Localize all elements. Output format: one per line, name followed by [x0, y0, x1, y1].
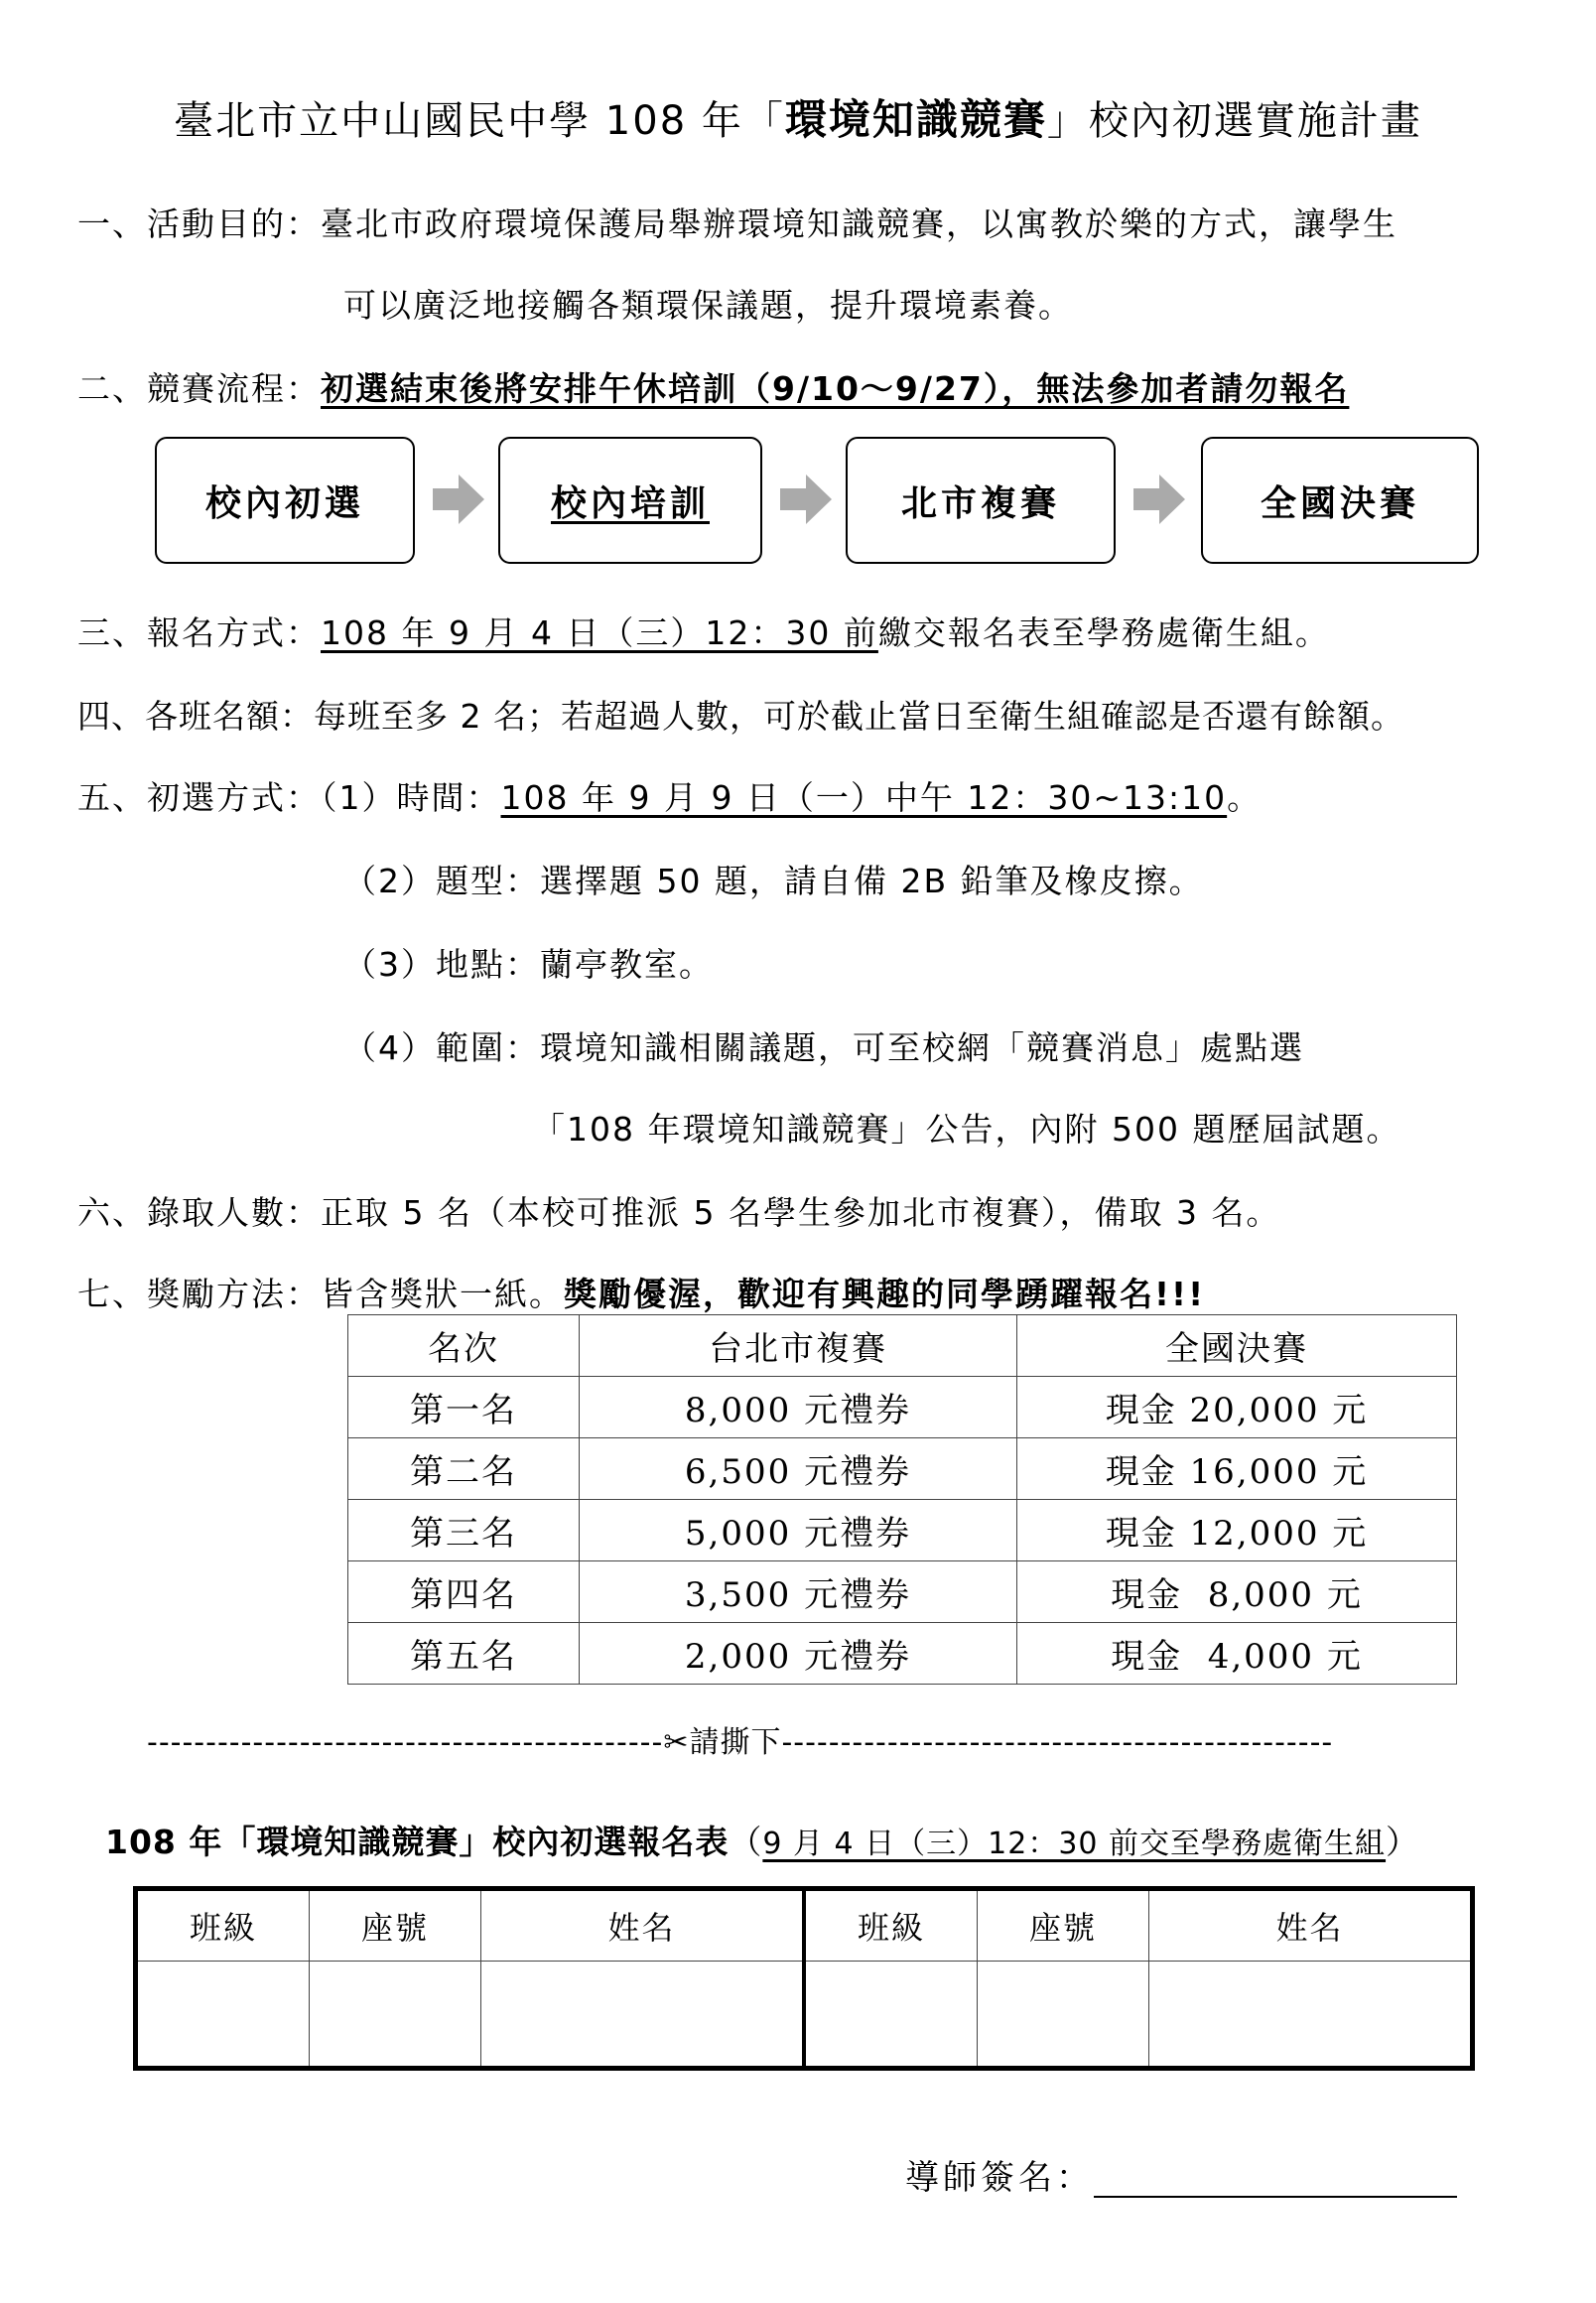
table-row — [348, 1377, 1457, 1438]
flow-step-3: 北市複賽 — [846, 437, 1116, 564]
form-entry-row — [806, 1962, 1470, 2066]
prize-city: 3,500 元禮券 — [580, 1561, 1017, 1623]
method-scope-1: （4）範圍：環境知識相關議題，可至校網「競賽消息」處點選 — [343, 1028, 1304, 1067]
method-place: （3）地點：蘭亭教室。 — [343, 945, 714, 984]
flow-step-2 — [498, 437, 762, 564]
reward-text: 皆含獎狀一紙。 — [321, 1275, 564, 1313]
process-text: 初選結束後將安排午休培訓（9/10～9/27），無法參加者請勿報名 — [321, 369, 1350, 408]
form-entry-row — [138, 1962, 802, 2066]
prize-city: 2,000 元禮券 — [580, 1623, 1017, 1685]
form-header-seat: 座號 — [978, 1891, 1149, 1961]
prize-national: 現金 4,000 元 — [1017, 1623, 1457, 1685]
arrow-right-icon — [433, 474, 484, 524]
title-prefix: 臺北市立中山國民中學 108 年「 — [174, 98, 785, 144]
class-field[interactable] — [138, 1962, 310, 2066]
form-header-class: 班級 — [138, 1891, 310, 1961]
quota-line — [77, 691, 1404, 738]
prize-national: 現金 8,000 元 — [1017, 1561, 1457, 1623]
prize-national: 現金 16,000 元 — [1017, 1438, 1457, 1500]
form-header-seat: 座號 — [310, 1891, 481, 1961]
prize-table — [347, 1314, 1457, 1685]
prize-city: 6,500 元禮券 — [580, 1438, 1017, 1500]
process-label: 二、競賽流程： — [77, 369, 321, 408]
form-left-half — [138, 1891, 802, 2066]
registration-form — [133, 1886, 1475, 2071]
reward-line — [77, 1269, 1205, 1315]
cut-line-right: ----------------------------------------------- — [781, 1725, 1334, 1760]
name-field[interactable] — [1149, 1962, 1470, 2066]
table-row — [348, 1500, 1457, 1561]
form-note-close: ） — [1386, 1823, 1420, 1861]
signature-label: 導師簽名： — [905, 2158, 1094, 2198]
scissors-icon: ✂ — [663, 1725, 690, 1760]
prize-header-national: 全國決賽 — [1017, 1315, 1457, 1377]
table-row — [348, 1623, 1457, 1685]
prize-rank: 第二名 — [348, 1438, 580, 1500]
title-suffix: 」校內初選實施計畫 — [1046, 98, 1422, 144]
purpose-text-1: 臺北市政府環境保護局舉辦環境知識競賽，以寓教於樂的方式，讓學生 — [321, 204, 1397, 243]
prize-rank: 第五名 — [348, 1623, 580, 1685]
flow-step-2-label: 校內培訓 — [550, 482, 710, 524]
form-note-open: （ — [729, 1823, 763, 1861]
flow-step-1: 校內初選 — [155, 437, 415, 564]
table-row — [348, 1438, 1457, 1500]
table-row — [348, 1561, 1457, 1623]
admission-label: 六、錄取人數： — [77, 1193, 321, 1232]
method-label: 五、初選方式： — [77, 778, 321, 817]
seat-number-field[interactable] — [310, 1962, 481, 2066]
registration-deadline: 108 年 9 月 4 日（三）12：30 前 — [321, 613, 878, 652]
prize-city: 8,000 元禮券 — [580, 1377, 1017, 1438]
arrow-right-icon — [1133, 474, 1185, 524]
class-field[interactable] — [806, 1962, 978, 2066]
cut-line-left: -------------------------------------------- — [147, 1725, 664, 1760]
flow-step-4: 全國決賽 — [1201, 437, 1479, 564]
admission-text: 正取 5 名（本校可推派 5 名學生參加北市複賽），備取 3 名。 — [321, 1193, 1281, 1232]
document-title — [0, 87, 1596, 147]
name-field[interactable] — [481, 1962, 802, 2066]
form-header-class: 班級 — [806, 1891, 978, 1961]
prize-rank: 第三名 — [348, 1500, 580, 1561]
quota-label: 四、各班名額： — [77, 697, 314, 736]
reward-emphasis: 獎勵優渥，歡迎有興趣的同學踴躍報名!!! — [564, 1275, 1206, 1313]
prize-header-rank: 名次 — [348, 1315, 580, 1377]
form-header-name: 姓名 — [1275, 1909, 1344, 1947]
cut-line — [147, 1717, 1459, 1761]
prize-table-header — [348, 1315, 1457, 1377]
registration-label: 三、報名方式： — [77, 613, 321, 652]
method-time-value: 108 年 9 月 9 日（一）中午 12：30~13:10 — [500, 778, 1228, 817]
cut-line-label: 請撕下 — [689, 1725, 782, 1760]
admission-line — [77, 1187, 1280, 1234]
form-note: 9 月 4 日（三）12：30 前交至學務處衛生組 — [762, 1827, 1387, 1861]
purpose-line-2: 可以廣泛地接觸各類環保議題，提升環境素養。 — [343, 286, 1073, 325]
method-scope-2: 「108 年環境知識競賽」公告，內附 500 題歷屆試題。 — [532, 1110, 1401, 1149]
purpose-label: 一、活動目的： — [77, 204, 321, 243]
prize-header-city: 台北市複賽 — [580, 1315, 1017, 1377]
signature-line[interactable] — [1094, 2196, 1457, 2198]
title-emphasis: 環境知識競賽 — [784, 95, 1047, 144]
seat-number-field[interactable] — [978, 1962, 1149, 2066]
reward-label: 七、獎勵方法： — [77, 1275, 321, 1313]
prize-city: 5,000 元禮券 — [580, 1500, 1017, 1561]
prize-national: 現金 12,000 元 — [1017, 1500, 1457, 1561]
purpose-line-1 — [77, 199, 1397, 245]
form-title-line — [105, 1817, 1419, 1863]
form-title: 108 年「環境知識競賽」校內初選報名表 — [105, 1823, 730, 1861]
prize-rank: 第四名 — [348, 1561, 580, 1623]
method-time-end: 。 — [1227, 778, 1263, 817]
quota-text: 每班至多 2 名；若超過人數，可於截止當日至衛生組確認是否還有餘額。 — [314, 697, 1404, 736]
method-type: （2）題型：選擇題 50 題，請自備 2B 鉛筆及橡皮擦。 — [343, 862, 1204, 900]
method-time-prefix: （1）時間： — [321, 778, 501, 817]
form-header-row — [138, 1891, 802, 1962]
method-line — [77, 772, 1262, 819]
form-right-half — [802, 1891, 1470, 2066]
registration-line — [77, 608, 1330, 654]
form-header-name: 姓名 — [607, 1909, 676, 1947]
process-line — [77, 363, 1349, 410]
form-header-row — [806, 1891, 1470, 1962]
arrow-right-icon — [780, 474, 832, 524]
prize-national: 現金 20,000 元 — [1017, 1377, 1457, 1438]
registration-rest: 繳交報名表至學務處衛生組。 — [877, 613, 1330, 652]
prize-rank: 第一名 — [348, 1377, 580, 1438]
